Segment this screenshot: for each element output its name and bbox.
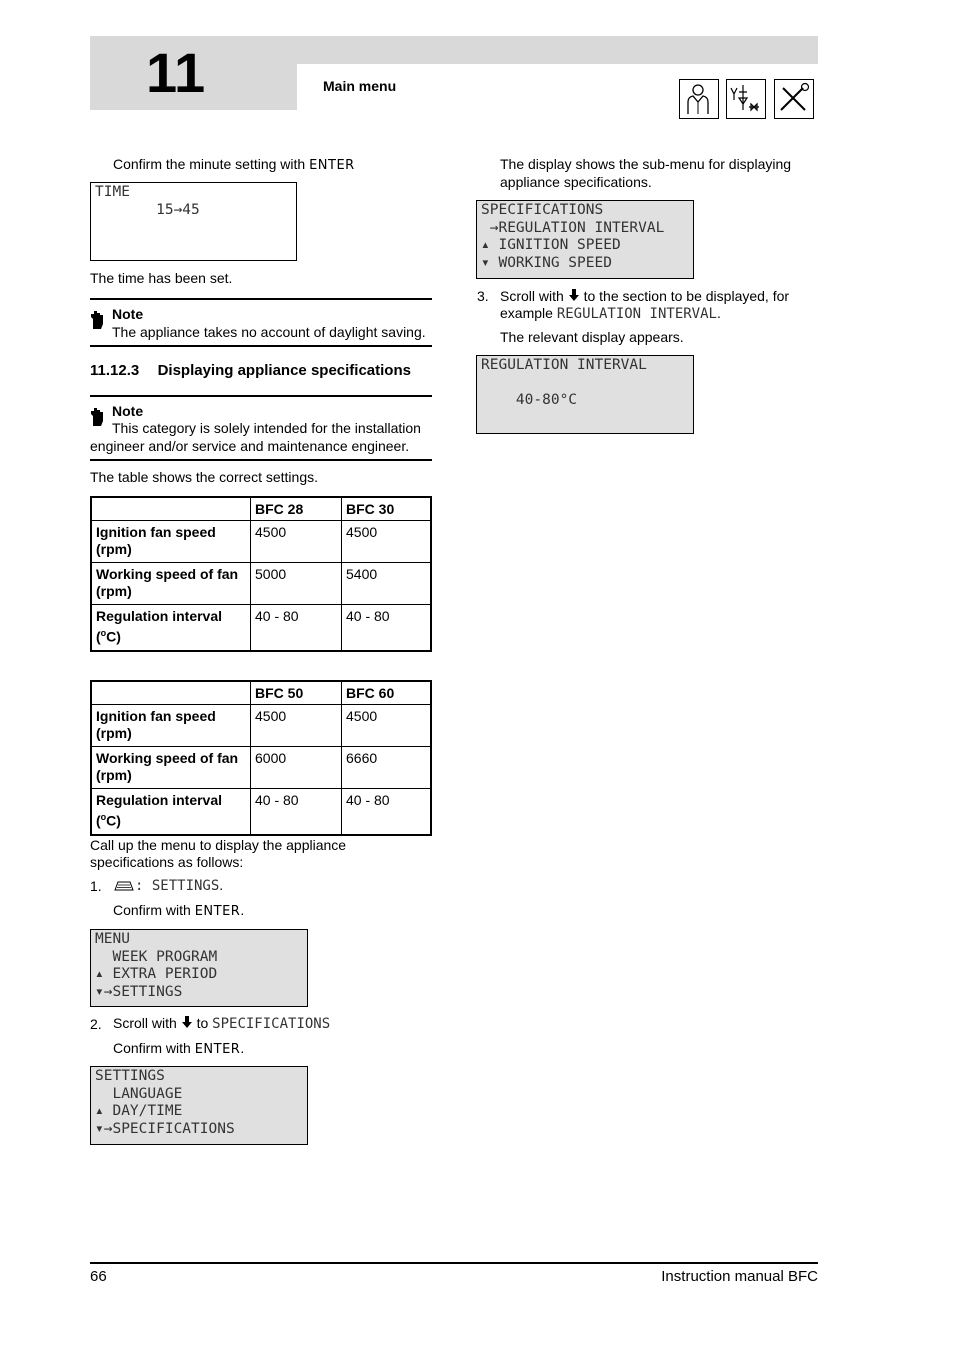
table-row	[91, 563, 431, 605]
row-label-a: Regulation interval	[96, 792, 223, 808]
lcd-line: SETTINGS	[95, 1068, 165, 1084]
row-label-a: Working speed of fan	[96, 750, 239, 766]
note1-bottom-rule	[90, 345, 432, 347]
row-label-b: (rpm)	[96, 583, 132, 599]
step3-text-b: to the section to be displayed, for	[583, 288, 790, 304]
lcd-line: SPECIFICATIONS	[481, 202, 604, 218]
section-number: 11.12.3	[90, 362, 140, 379]
table-header-cell	[91, 497, 251, 521]
step3-text-c: example	[500, 305, 553, 321]
row-label-b: (rpm)	[96, 725, 132, 741]
confirm-label: Confirm with	[113, 902, 191, 918]
section-heading	[90, 362, 411, 379]
lcd-line: 15→45	[95, 201, 200, 218]
table-header-row	[91, 681, 431, 705]
cell-value: 4500	[342, 705, 432, 747]
lcd-line: ▴ DAY/TIME	[95, 1103, 183, 1119]
row-label-b: (rpm)	[96, 767, 132, 783]
relevant-text: The relevant display appears.	[500, 329, 684, 345]
call-up-text-1: Call up the menu to display the appliance	[90, 837, 347, 853]
down-arrow-icon	[181, 1015, 193, 1033]
step2-line	[113, 1014, 330, 1033]
cell-value: 40 - 80	[342, 605, 432, 651]
table-row	[91, 705, 431, 747]
step1-line: : SETTINGS.	[113, 876, 223, 895]
row-label	[91, 521, 251, 563]
lcd-line: ▾→SETTINGS	[95, 983, 183, 1000]
confirm-minute-text	[113, 155, 355, 175]
keyboard-icon	[113, 877, 135, 895]
spec-table-2	[90, 680, 432, 836]
step2-number: 2.	[90, 1016, 102, 1032]
lcd-line: →REGULATION INTERVAL	[481, 219, 665, 236]
cell-value: 5000	[251, 563, 342, 605]
enter-key: ENTER	[194, 904, 241, 919]
right-intro-2: appliance specifications.	[500, 174, 652, 190]
lcd-line: LANGUAGE	[95, 1085, 183, 1102]
tools-icon	[774, 79, 814, 119]
cell-value: 40 - 80	[251, 605, 342, 651]
valve-icon	[726, 79, 766, 119]
row-label-b: C)	[106, 628, 121, 645]
table-row	[91, 789, 431, 835]
row-label-a: Regulation interval	[96, 608, 223, 624]
lcd-line: REGULATION INTERVAL	[481, 357, 647, 373]
row-label-b: (rpm)	[96, 541, 132, 557]
note1-top-rule	[90, 298, 432, 300]
cell-value: 4500	[251, 521, 342, 563]
time-set-text: The time has been set.	[90, 270, 233, 286]
row-label	[91, 747, 251, 789]
section-heading-text: Displaying appliance specifications	[157, 362, 411, 379]
cell-value: 4500	[342, 521, 432, 563]
cell-value: 6000	[251, 747, 342, 789]
chapter-number: 11	[146, 41, 206, 104]
lcd-line: WEEK PROGRAM	[95, 948, 218, 965]
row-label: Regulation interval ($^o$C)	[91, 605, 251, 651]
lcd-line	[481, 410, 689, 428]
row-label-a: Ignition fan speed	[96, 524, 216, 540]
note2-top-rule	[90, 395, 432, 397]
table-header-cell: BFC 60	[342, 681, 432, 705]
note2-heading: Note	[112, 403, 144, 419]
regulation-display	[476, 355, 694, 434]
table-header-cell: BFC 28	[251, 497, 342, 521]
step1-number: 1.	[90, 878, 102, 894]
lcd-line	[481, 375, 689, 393]
cell-value: 4500	[251, 705, 342, 747]
table-header-cell: BFC 30	[342, 497, 432, 521]
lcd-line: ▾→SPECIFICATIONS	[95, 1120, 235, 1137]
table-header-cell	[91, 681, 251, 705]
note1-heading: Note	[112, 306, 144, 322]
note2-text-2: engineer and/or service and maintenance engineer.	[90, 438, 410, 454]
step1-confirm: Confirm with ENTER.	[113, 902, 245, 919]
lcd-line: ▾ WORKING SPEED	[481, 254, 612, 271]
footer-rule	[90, 1262, 818, 1264]
note2-bottom-rule	[90, 459, 432, 461]
note2-text-1: This category is solely intended for the installation	[112, 420, 421, 436]
confirm-label: Confirm with	[113, 1040, 191, 1056]
note1-text: The appliance takes no account of daylight saving.	[112, 324, 426, 340]
right-intro-1: The display shows the sub-menu for displaying	[500, 156, 792, 172]
lcd-line	[95, 219, 292, 237]
settings-display	[90, 1066, 308, 1145]
step3-text-a: Scroll with	[500, 288, 564, 304]
row-label	[91, 705, 251, 747]
time-display	[90, 182, 297, 261]
row-label-b: C)	[106, 812, 121, 829]
doc-title: Instruction manual BFC	[661, 1268, 818, 1285]
confirm-minute-label: Confirm the minute setting with	[113, 156, 306, 172]
row-label-a: Ignition fan speed	[96, 708, 216, 724]
hand-note-icon	[90, 407, 105, 430]
cell-value: 40 - 80	[342, 789, 432, 835]
specifications-display	[476, 200, 694, 279]
enter-key: ENTER	[309, 158, 355, 173]
step2-code: SPECIFICATIONS	[212, 1016, 331, 1032]
table-row	[91, 747, 431, 789]
step3-number: 3.	[477, 288, 489, 304]
lcd-line: ▴ IGNITION SPEED	[481, 237, 621, 253]
table-intro: The table shows the correct settings.	[90, 469, 318, 485]
step3-code: REGULATION INTERVAL	[556, 306, 717, 322]
table-header-row	[91, 497, 431, 521]
lcd-line	[95, 237, 292, 255]
enter-key: ENTER	[194, 1042, 241, 1057]
row-label: Regulation interval ($^o$C)	[91, 789, 251, 835]
spec-table-1	[90, 496, 432, 652]
lcd-line: ▴ EXTRA PERIOD	[95, 966, 218, 982]
step2-confirm: Confirm with ENTER.	[113, 1040, 245, 1057]
table-row	[91, 521, 431, 563]
lcd-line: 40-80°C	[481, 392, 578, 408]
step2-text-b: to	[196, 1015, 209, 1031]
section-title: Main menu	[323, 78, 397, 94]
cell-value: 40 - 80	[251, 789, 342, 835]
table-row	[91, 605, 431, 651]
lcd-line: MENU	[95, 931, 130, 947]
row-label-a: Working speed of fan	[96, 566, 239, 582]
hand-note-icon	[90, 310, 105, 333]
step2-text-a: Scroll with	[113, 1015, 177, 1031]
user-icon	[679, 79, 719, 119]
lcd-line: TIME	[95, 184, 130, 200]
cell-value: 6660	[342, 747, 432, 789]
menu-display	[90, 929, 308, 1007]
call-up-text-2: specifications as follows:	[90, 854, 244, 870]
table-header-cell: BFC 50	[251, 681, 342, 705]
cell-value: 5400	[342, 563, 432, 605]
page-number: 66	[90, 1268, 107, 1285]
step1-code: : SETTINGS	[135, 878, 220, 894]
step3-line2: example REGULATION INTERVAL.	[500, 305, 721, 322]
row-label	[91, 563, 251, 605]
